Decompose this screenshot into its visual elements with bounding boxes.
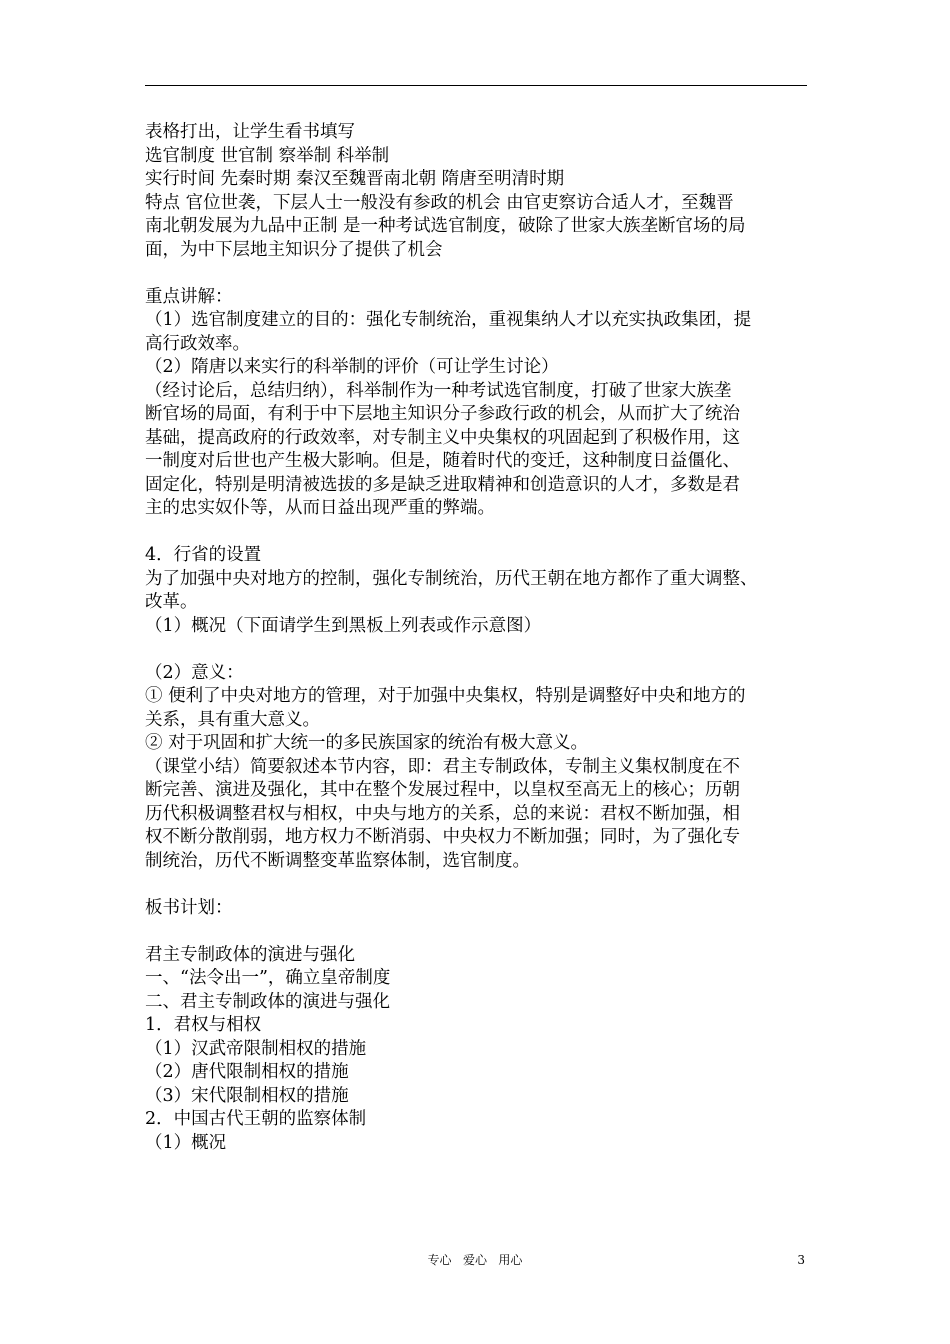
key-point-2: （2）隋唐以来实行的科举制的评价（可让学生讨论） [145, 357, 559, 377]
key-point-1: （1）选官制度建立的目的：强化专制统治，重视集纳人才以充实执政集团，提 [145, 310, 752, 330]
footer-slogan: 专心 爱心 用心 [427, 1253, 523, 1267]
evaluation-paragraph: 基础，提高政府的行政效率，对专制主义中央集权的巩固起到了积极作用，这 [145, 427, 740, 448]
blank-line [145, 638, 810, 662]
section-4-intro: 为了加强中央对地方的控制，强化专制统治，历代王朝在地方都作了重大调整、 [145, 568, 758, 589]
key-points-heading: 重点讲解： [145, 286, 233, 307]
class-summary: （课堂小结）简要叙述本节内容，即：君主专制政体，专制主义集权制度在不 [145, 756, 740, 777]
class-summary: 断完善、演进及强化，其中在整个发展过程中，以皇权至高无上的核心；历朝 [145, 780, 740, 800]
body-text [145, 121, 810, 1155]
blackboard-item: （2）唐代限制相权的措施 [145, 1062, 349, 1082]
class-summary: 制统治，历代不断调整变革监察体制，选官制度。 [145, 850, 530, 871]
table-intro: 表格打出，让学生看书填写 [145, 122, 355, 142]
blackboard-item: 一、“法令出一”，确立皇帝制度 [145, 968, 391, 988]
header-rule [145, 85, 807, 86]
blank-line [145, 920, 810, 944]
blackboard-item: 1．君权与相权 [145, 1015, 262, 1035]
class-summary: 权不断分散削弱，地方权力不断消弱、中央权力不断加强；同时，为了强化专 [145, 827, 740, 847]
blackboard-title: 君主专制政体的演进与强化 [145, 944, 355, 965]
significance-item-1: ① 便利了中央对地方的管理，对于加强中央集权，特别是调整好中央和地方的 [145, 686, 746, 706]
blackboard-item: （1）汉武帝限制相权的措施 [145, 1038, 367, 1059]
evaluation-paragraph: （经讨论后，总结归纳），科举制作为一种考试选官制度，打破了世家大族垄 [145, 380, 732, 401]
table-row-feature: 南北朝发展为九品中正制 是一种考试选官制度，破除了世家大族垄断官场的局 [145, 216, 746, 236]
blackboard-item: 二、君主专制政体的演进与强化 [145, 991, 390, 1012]
evaluation-paragraph: 主的忠实奴仆等，从而日益出现严重的弊端。 [145, 498, 495, 518]
blank-line [145, 521, 810, 545]
significance-item-1: 关系，具有重大意义。 [145, 709, 320, 730]
blank-line [145, 873, 810, 897]
blackboard-item: （3）宋代限制相权的措施 [145, 1085, 349, 1106]
table-row-feature: 特点 官位世袭，下层人士一般没有参政的机会 由官吏察访合适人才，至魏晋 [145, 192, 734, 213]
section-4-intro: 改革。 [145, 592, 198, 612]
blackboard-item: 2．中国古代王朝的监察体制 [145, 1109, 367, 1129]
evaluation-paragraph: 断官场的局面，有利于中下层地主知识分子参政行政的机会，从而扩大了统治 [145, 404, 740, 424]
table-row-system: 选官制度 世官制 察举制 科举制 [145, 145, 390, 166]
significance-item-2: ② 对于巩固和扩大统一的多民族国家的统治有极大意义。 [145, 733, 589, 753]
evaluation-paragraph: 固定化，特别是明清被选拔的多是缺乏进取精神和创造意识的人才，多数是君 [145, 474, 740, 495]
section-4-title: 4．行省的设置 [145, 545, 262, 565]
blank-line [145, 262, 810, 286]
blackboard-plan-heading: 板书计划： [145, 897, 233, 918]
page-number: 3 [797, 1253, 805, 1267]
class-summary: 历代积极调整君权与相权，中央与地方的关系，总的来说：君权不断加强，相 [145, 803, 740, 824]
section-4-significance: （2）意义： [145, 662, 244, 683]
table-row-feature: 面，为中下层地主知识分了提供了机会 [145, 239, 443, 260]
key-point-1: 高行政效率。 [145, 333, 250, 354]
evaluation-paragraph: 一制度对后世也产生极大影响。但是，随着时代的变迁，这种制度日益僵化、 [145, 451, 740, 471]
table-row-period: 实行时间 先秦时期 秦汉至魏晋南北朝 隋唐至明清时期 [145, 169, 565, 189]
section-4-overview: （1）概况（下面请学生到黑板上列表或作示意图） [145, 615, 542, 636]
blackboard-item: （1）概况 [145, 1132, 227, 1153]
